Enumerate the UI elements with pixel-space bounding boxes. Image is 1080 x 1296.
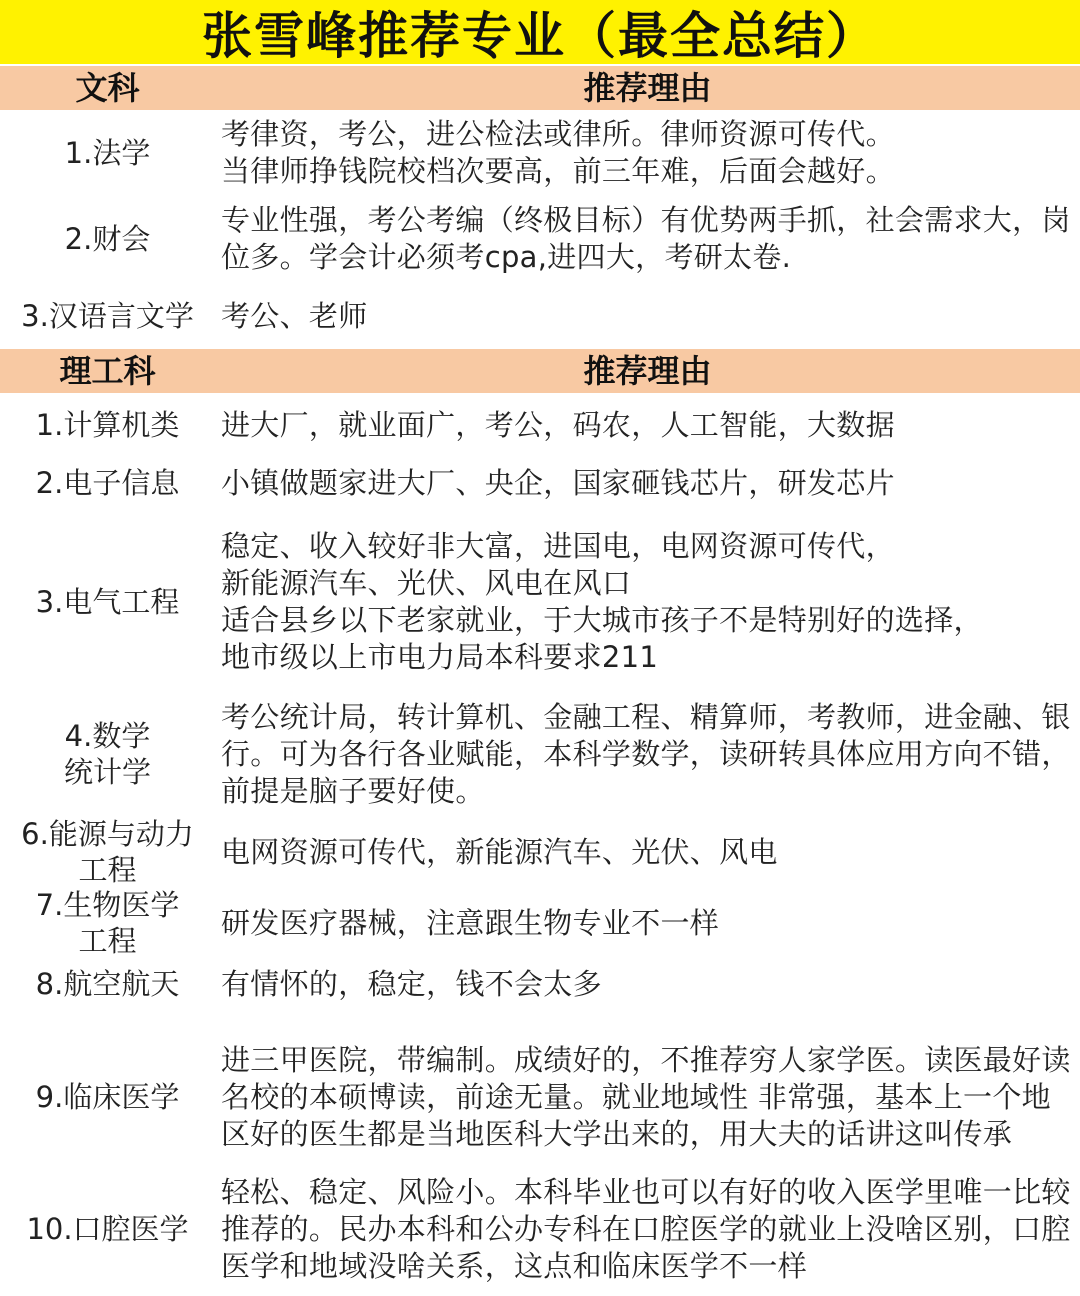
table-row	[0, 698, 1080, 810]
major-name: 9.临床医学	[35, 1080, 180, 1114]
major-reason: 轻松、稳定、风险小。本科毕业也可以有好的收入医学里唯一比较推荐的。民办本科和公办专科在口腔医学的就业上没啥区别，口腔医学和地域没啥关系，这点和临床医学不一样	[221, 1174, 1071, 1283]
major-name: 10.口腔医学	[26, 1212, 189, 1246]
table-row	[0, 886, 1080, 960]
table-row	[0, 460, 1080, 506]
major-reason: 电网资源可传代，新能源汽车、光伏、风电	[221, 834, 778, 869]
table-row	[0, 292, 1080, 340]
major-name: 2.财会	[64, 222, 151, 256]
science-reason-header: 推荐理由	[583, 352, 712, 390]
arts-category-label: 文科	[75, 69, 140, 107]
title-bar	[0, 0, 1080, 64]
major-reason: 进三甲医院，带编制。成绩好的，不推荐穷人家学医。读医最好读名校的本硕博读，前途无量。就业地域性 非常强，基本上一个地区好的医生都是当地医科大学出来的，用大夫的话讲这叫传承	[221, 1042, 1071, 1151]
table-row	[0, 527, 1080, 677]
table-row	[0, 402, 1080, 448]
science-category-label: 理工科	[59, 352, 156, 390]
science-section-header	[0, 349, 1080, 393]
major-reason: 研发医疗器械，注意跟生物专业不一样	[221, 905, 720, 940]
major-name: 3.汉语言文学	[21, 299, 194, 333]
arts-section-header	[0, 66, 1080, 110]
table-row	[0, 198, 1080, 280]
major-reason: 进大厂，就业面广，考公，码农，人工智能，大数据	[221, 407, 895, 442]
major-name: 7.生物医学 工程	[35, 888, 180, 958]
major-name: 1.计算机类	[35, 408, 180, 442]
major-name: 6.能源与动力 工程	[21, 817, 194, 887]
major-name: 1.法学	[64, 136, 151, 170]
major-reason: 稳定、收入较好非大富，进国电，电网资源可传代， 新能源汽车、光伏、风电在风口 适合县乡以下老家就业，于大城市孩子不是特别好的选择， 地市级以上市电力局本科要求211	[221, 529, 983, 674]
major-reason: 有情怀的，稳定，钱不会太多	[221, 966, 602, 1001]
major-reason: 考律资，考公，进公检法或律所。律师资源可传代。 当律师挣钱院校档次要高，前三年难，后面会越好。	[221, 117, 895, 188]
major-reason: 考公、老师	[221, 298, 368, 333]
table-row	[0, 112, 1080, 194]
major-name: 3.电气工程	[35, 585, 180, 619]
major-reason: 专业性强，考公考编（终极目标）有优势两手抓，社会需求大，岗位多。学会计必须考cpa,进四大，考研太卷.	[221, 203, 1071, 274]
table-row	[0, 962, 1080, 1006]
table-row	[0, 1172, 1080, 1286]
major-name: 2.电子信息	[35, 466, 180, 500]
major-reason: 小镇做题家进大厂、央企，国家砸钱芯片，研发芯片	[221, 465, 895, 500]
arts-reason-header: 推荐理由	[583, 69, 712, 107]
major-name: 8.航空航天	[35, 967, 180, 1001]
major-reason: 考公统计局，转计算机、金融工程、精算师，考教师，进金融、银行。可为各行各业赋能，本科学数学，读研转具体应用方向不错，前提是脑子要好使。	[221, 699, 1071, 808]
table-row	[0, 815, 1080, 889]
table-row	[0, 1022, 1080, 1172]
major-name: 4.数学 统计学	[63, 719, 151, 789]
page-title: 张雪峰推荐专业（最全总结）	[202, 7, 878, 65]
